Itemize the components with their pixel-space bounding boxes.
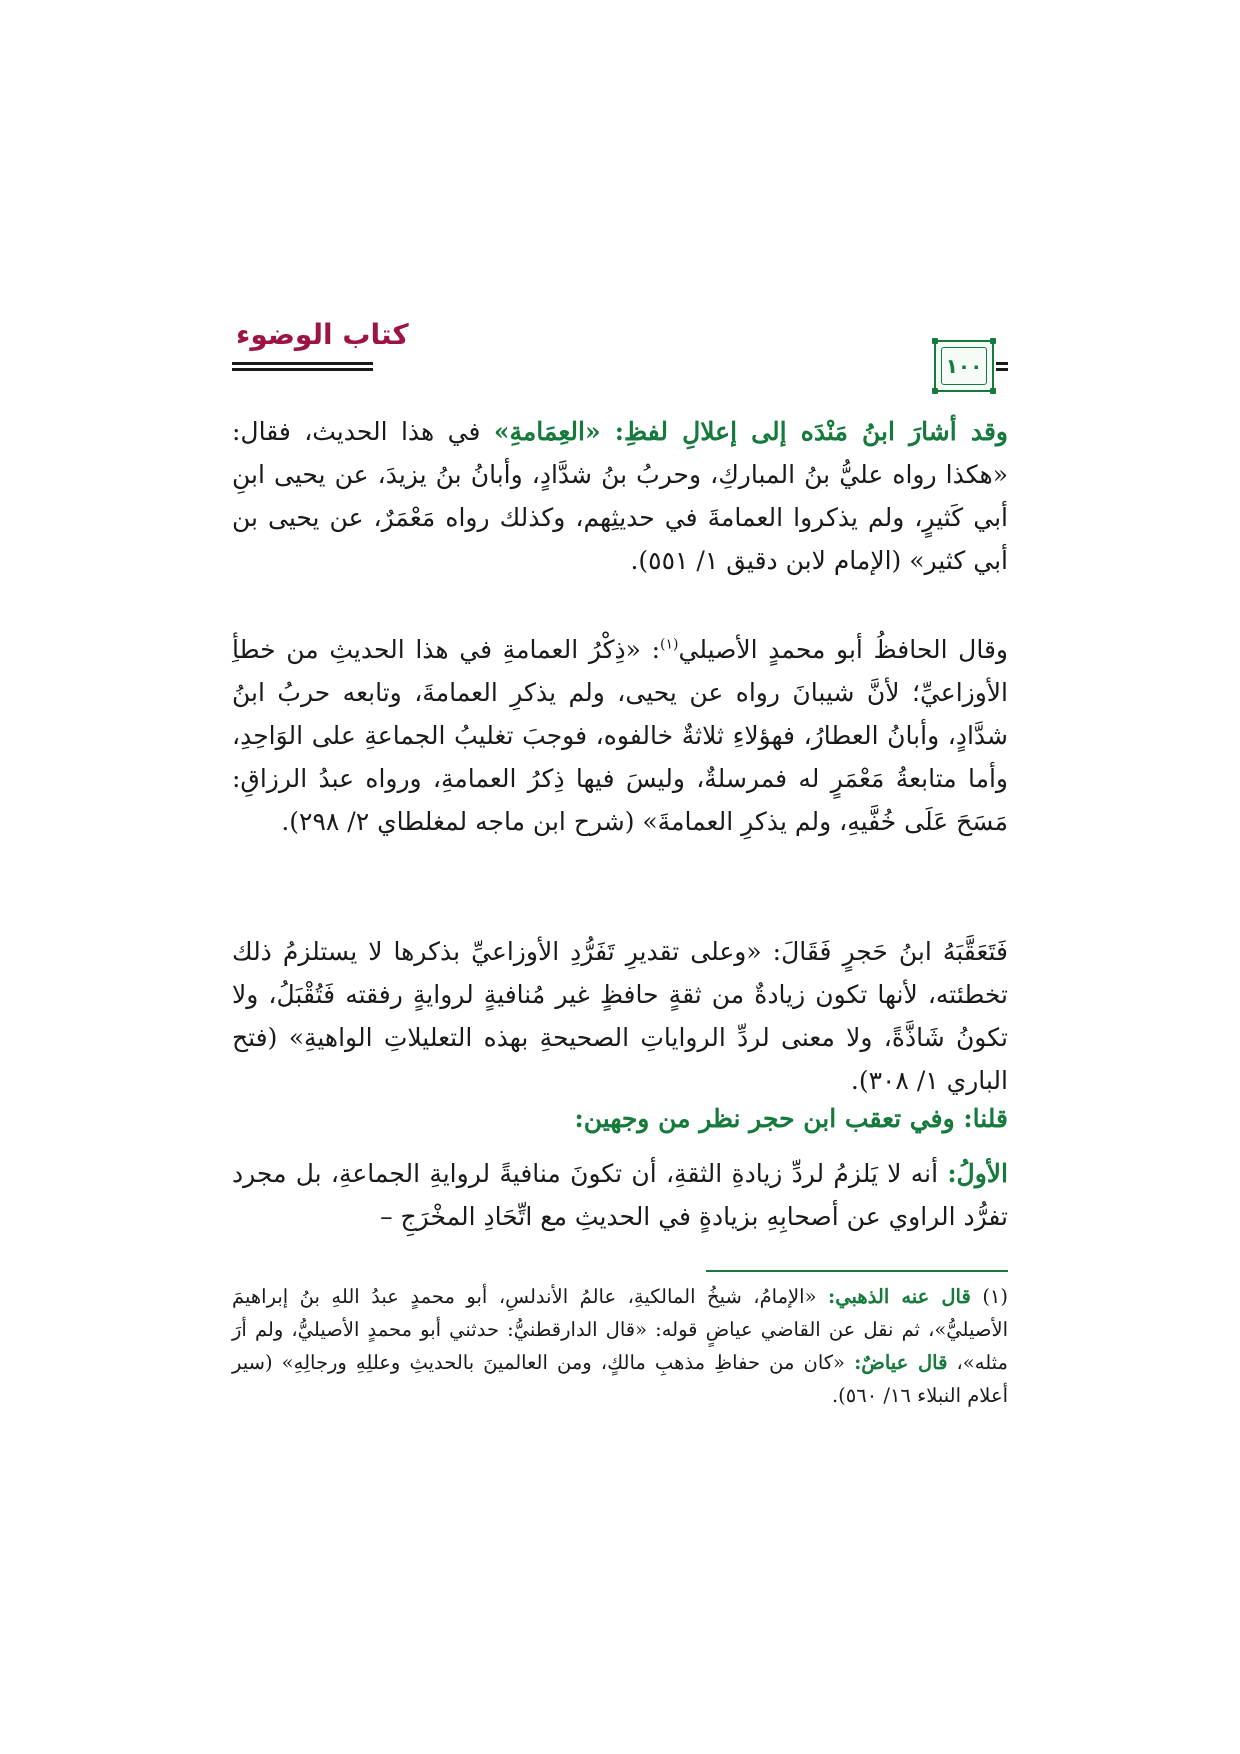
header-rule	[232, 368, 373, 371]
paragraph-lead: وقد أشارَ ابنُ مَنْدَه إلى إعلالِ لفظِ: «العِمَامةِ»	[493, 417, 1008, 446]
paragraph-start: وقال الحافظُ أبو محمدٍ الأصيلي	[678, 635, 1008, 664]
footnote	[232, 1280, 1008, 1412]
header-rule	[232, 362, 373, 365]
footnote-number: (١)	[982, 1285, 1009, 1308]
footnote-text: «كان من حفاظِ مذهبِ مالكٍ، ومن العالمينَ بالحديثِ وعللِهِ ورجالِهِ» (سير أعلام النبلاء ١٦/ ٥٦٠).	[232, 1351, 1008, 1407]
paragraph-text	[232, 410, 1008, 582]
page-number-frame	[941, 347, 987, 385]
footnote-text: «الإمامُ، شيخُ المالكيةِ، عالمُ الأندلسِ، أبو محمدٍ عبدُ اللهِ بنُ إبراهيمَ الأصيليُّ»، ثم نقل عن القاضي عياضٍ قوله: «قال الدارقطنيُّ: حدثني أبو محمدٍ الأصيليُّ، ولم أرَ مثله»،	[232, 1285, 1008, 1374]
ornament-corner	[932, 388, 938, 394]
page-number-badge	[934, 340, 994, 392]
section-heading	[232, 1097, 1008, 1140]
paragraph-body: في هذا الحديث، فقال: «هكذا رواه عليُّ بنُ المباركِ، وحربُ بنُ شدَّادٍ، وأبانُ بنُ يزيدَ، عن يحيى ابنِ أبي كَثيرٍ، ولم يذكروا العمامةَ في حديثِهم، وكذلك رواه مَعْمَرٌ، عن يحيى بن أبي كثير» (الإمام لابن دقيق ١/ ٥٥١).	[232, 417, 1008, 575]
heading-text: قلنا: وفي تعقب ابن حجر نظر من وجهين:	[574, 1104, 1008, 1133]
ornament-corner	[990, 388, 996, 394]
header-rule	[996, 362, 1008, 365]
header-rule	[996, 368, 1008, 371]
page-number: ١٠٠	[945, 354, 983, 378]
ornament-corner	[932, 338, 938, 344]
footnote-separator	[706, 1270, 1008, 1272]
paragraph-lead: الأولُ:	[947, 1159, 1008, 1188]
footnote-lead: قال عنه الذهبي:	[828, 1285, 971, 1308]
ornament-corner	[990, 338, 996, 344]
paragraph-text	[232, 1152, 1008, 1238]
paragraph-text: فَتَعَقَّبَهُ ابنُ حَجرٍ فَقَالَ: «وعلى تقديرِ تَفَرُّدِ الأوزاعيِّ بذكرها لا يستلزمُ ذلك تخطئته، لأنها تكون زيادةٌ من ثقةٍ حافظٍ غير مُنافيةٍ لروايةٍ رفقته فَتُقْبَلُ، ولا تكونُ شَاذَّةً، ولا معنى لردِّ الرواياتِ الصحيحةِ بهذه التعليلاتِ الواهيةِ» (فتح الباري ١/ ٣٠٨).	[232, 937, 1008, 1095]
book-title: كتاب الوضوء	[236, 318, 409, 351]
paragraph-ibn-hajar	[232, 930, 1008, 1102]
paragraph-body: : «ذِكْرُ العمامةِ في هذا الحديثِ من خطأِ الأوزاعيِّ؛ لأنَّ شيبانَ رواه عن يحيى، ولم يذكرِ العمامةَ، وتابعه حربُ ابنُ شدَّادٍ، وأبانُ العطارُ، فهؤلاءِ ثلاثةٌ خالفوه، فوجبَ تغليبُ الجماعةِ على الوَاحِدِ، وأما متابعةُ مَعْمَرٍ له فمرسلةٌ، وليسَ فيها ذِكرُ العمامةِ، ورواه عبدُ الرزاقِ: مَسَحَ عَلَى خُفَّيهِ، ولم يذكرِ العمامةَ» (شرح ابن ماجه لمغلطاي ٢/ ٢٩٨).	[232, 635, 1008, 836]
footnote-marker[interactable]: (١)	[660, 636, 679, 653]
footnote-lead: قال عياضٌ:	[854, 1351, 948, 1374]
paragraph-body: أنه لا يَلزمُ لردِّ زيادةِ الثقةِ، أن تكونَ منافيةً لروايةِ الجماعةِ، بل مجرد تفرُّد الراوي عن أصحابِهِ بزيادةٍ في الحديثِ مع اتِّحَادِ المخْرَجِ –	[232, 1159, 1008, 1231]
paragraph-first-point	[232, 1152, 1008, 1238]
paragraph-ibn-mandah	[232, 410, 1008, 582]
paragraph-asili	[232, 628, 1008, 843]
paragraph-text	[232, 628, 1008, 843]
